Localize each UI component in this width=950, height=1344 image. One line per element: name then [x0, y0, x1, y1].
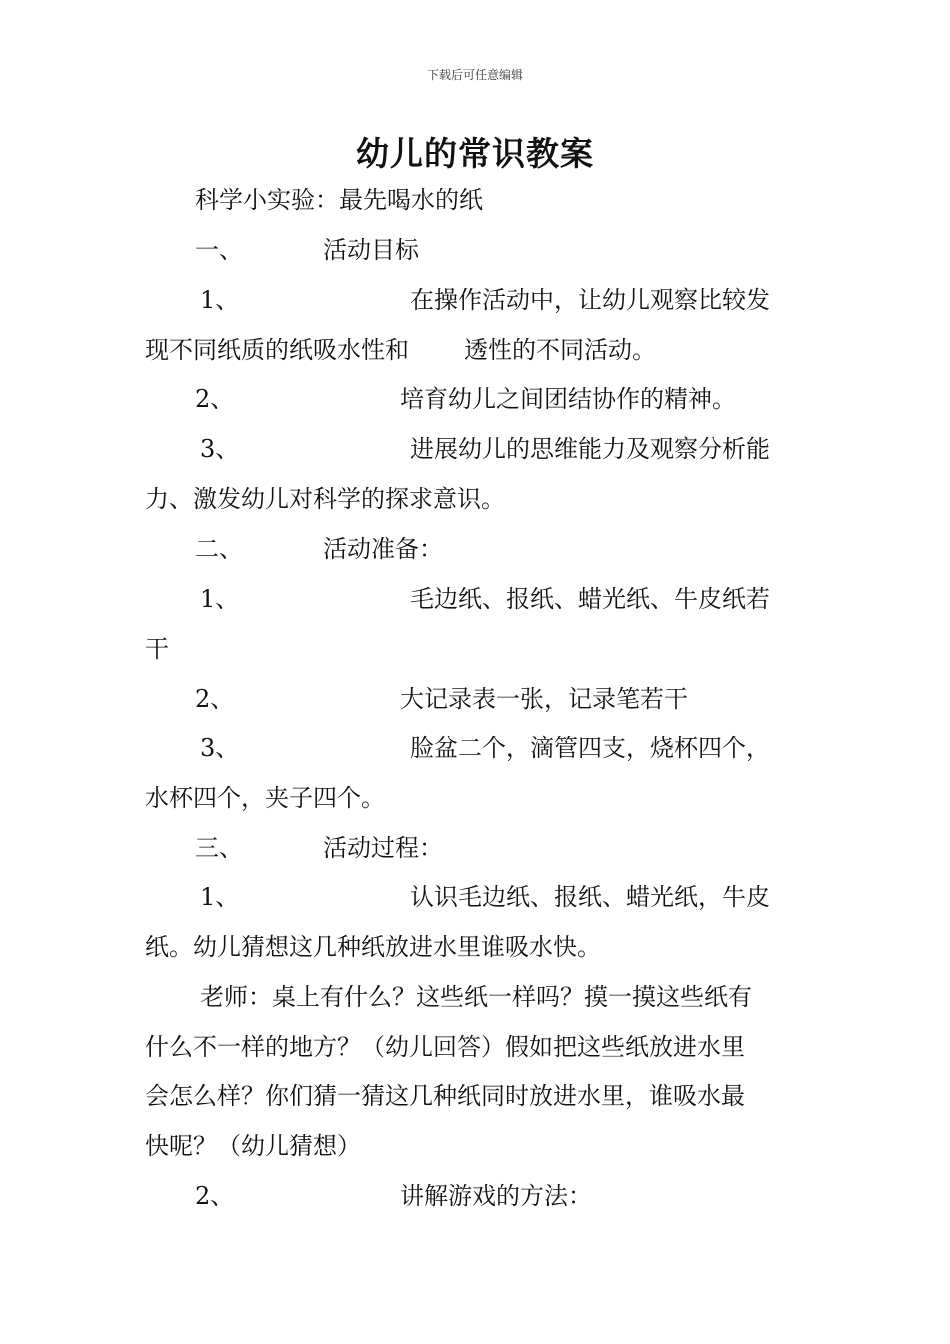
goal-2-number: 2、 [195, 385, 235, 413]
process-1-line2: 纸。幼儿猜想这几种纸放进水里谁吸水快。 [145, 933, 601, 961]
process-1-line1: 认识毛边纸、报纸、蜡光纸，牛皮 [410, 883, 770, 911]
process-2-line1: 讲解游戏的方法： [400, 1182, 592, 1210]
header-note: 下载后可任意编辑 [426, 68, 523, 82]
teacher-line-2: 什么不一样的地方？（幼儿回答）假如把这些纸放进水里 [145, 1033, 745, 1061]
prep-1-number: 1、 [200, 585, 240, 613]
prep-1-line2: 干 [145, 635, 169, 663]
section-3-number: 三、 [195, 834, 243, 862]
goal-1-number: 1、 [200, 286, 240, 314]
section-1-heading: 活动目标 [323, 236, 419, 264]
section-2-heading: 活动准备： [323, 535, 443, 563]
goal-1-line2: 现不同纸质的纸吸水性和 [145, 336, 409, 364]
teacher-line-4: 快呢？（幼儿猜想） [145, 1132, 361, 1160]
prep-3-line2: 水杯四个，夹子四个。 [145, 784, 385, 812]
section-1-number: 一、 [195, 236, 243, 264]
document-title: 幼儿的常识教案 [356, 134, 594, 173]
prep-2-line1: 大记录表一张，记录笔若干 [400, 685, 688, 713]
goal-3-number: 3、 [200, 435, 240, 463]
goal-3-line2: 力、激发幼儿对科学的探求意识。 [145, 485, 505, 513]
section-2-number: 二、 [195, 535, 243, 563]
subtitle: 科学小实验：最先喝水的纸 [195, 186, 483, 214]
goal-1-line1: 在操作活动中，让幼儿观察比较发 [410, 286, 770, 314]
process-2-number: 2、 [195, 1182, 235, 1210]
prep-2-number: 2、 [195, 685, 235, 713]
teacher-line-3: 会怎么样？你们猜一猜这几种纸同时放进水里，谁吸水最 [145, 1082, 745, 1110]
goal-3-line1: 进展幼儿的思维能力及观察分析能 [410, 435, 770, 463]
goal-1-line2b: 透性的不同活动。 [464, 336, 656, 364]
goal-2-line1: 培育幼儿之间团结协作的精神。 [400, 385, 736, 413]
prep-3-line1: 脸盆二个，滴管四支，烧杯四个， [410, 734, 770, 762]
process-1-number: 1、 [200, 883, 240, 911]
prep-1-line1: 毛边纸、报纸、蜡光纸、牛皮纸若 [410, 585, 770, 613]
section-3-heading: 活动过程： [323, 834, 443, 862]
teacher-line-1: 老师：桌上有什么？这些纸一样吗？摸一摸这些纸有 [200, 983, 752, 1011]
prep-3-number: 3、 [200, 734, 240, 762]
